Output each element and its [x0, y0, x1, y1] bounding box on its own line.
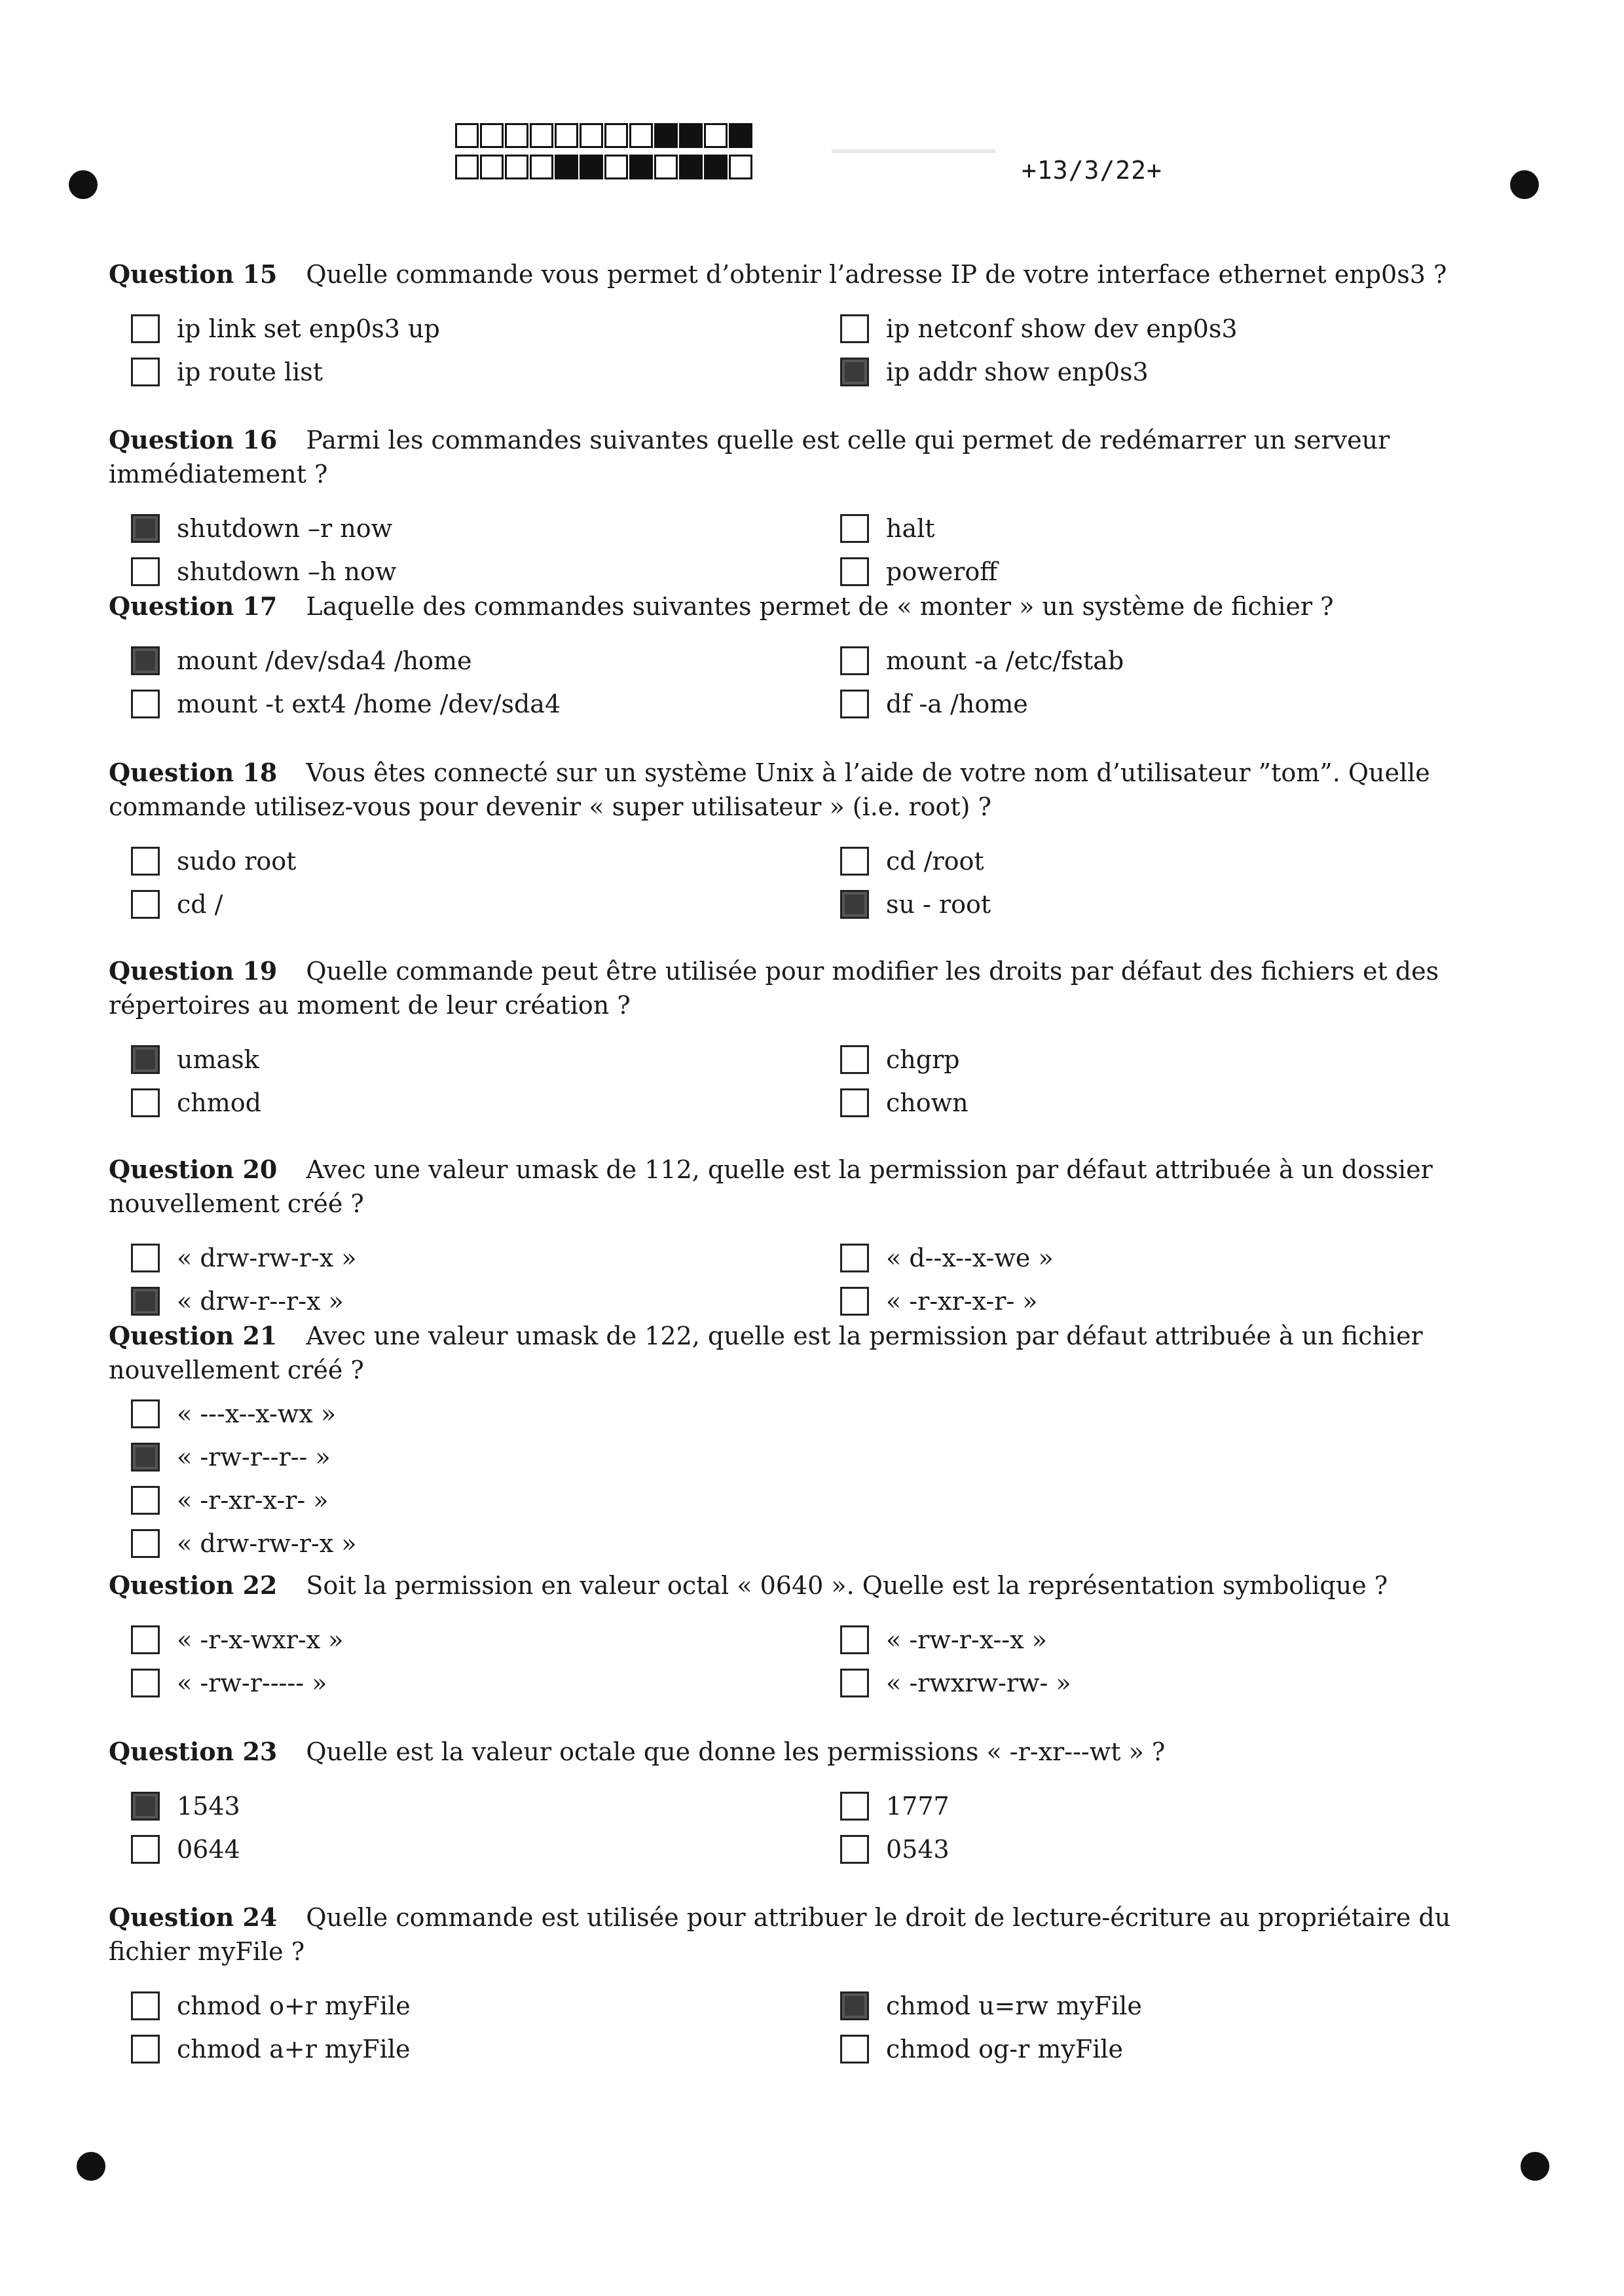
answer-label: « -r-x-wxr-x »	[177, 1625, 344, 1654]
registration-mark-bottom-left	[77, 2152, 105, 2181]
checkbox[interactable]	[131, 358, 160, 386]
checkbox[interactable]	[131, 1792, 160, 1821]
checkbox[interactable]	[840, 890, 869, 919]
answer-option[interactable]	[131, 1396, 336, 1432]
barcode-cell	[604, 123, 628, 148]
answer-label: mount -t ext4 /home /dev/sda4	[177, 690, 561, 718]
answer-label: chown	[886, 1088, 969, 1117]
checkbox[interactable]	[840, 1287, 869, 1316]
answer-option[interactable]	[840, 1240, 1054, 1276]
question-19	[109, 954, 1517, 1127]
answer-option[interactable]	[840, 1665, 1071, 1701]
barcode-cell	[654, 155, 678, 179]
answer-label: chmod a+r myFile	[177, 2035, 411, 2064]
question-text: Avec une valeur umask de 122, quelle est la permission par défaut attribuée à un fichier nouvellement créé ?	[109, 1322, 1423, 1384]
checkbox[interactable]	[840, 1991, 869, 2020]
checkbox[interactable]	[131, 2035, 160, 2064]
answer-label: 1777	[886, 1792, 950, 1821]
question-22	[109, 1568, 1517, 1707]
answer-option[interactable]	[840, 311, 1238, 346]
answer-label: « drw-r--r-x »	[177, 1287, 344, 1316]
answer-label: cd /root	[886, 847, 984, 876]
answer-option[interactable]	[131, 1788, 240, 1824]
page-id: +13/3/22+	[1022, 156, 1162, 185]
answer-option[interactable]	[131, 887, 223, 922]
answer-option[interactable]	[131, 1042, 259, 1077]
question-label: Question 22	[109, 1570, 278, 1600]
checkbox[interactable]	[131, 514, 160, 543]
registration-mark-top-left	[69, 170, 98, 199]
question-text: Quelle commande vous permet d’obtenir l’adresse IP de votre interface ethernet enp0s3 ?	[306, 260, 1447, 289]
question-21	[109, 1319, 1517, 1569]
barcode-cell	[704, 123, 728, 148]
answer-label: 1543	[177, 1792, 240, 1821]
answer-label: sudo root	[177, 847, 297, 876]
question-label: Question 15	[109, 259, 278, 289]
answer-label: chmod u=rw myFile	[886, 1991, 1142, 2020]
answer-option[interactable]	[840, 1988, 1142, 2024]
answer-label: mount -a /etc/fstab	[886, 646, 1124, 675]
checkbox[interactable]	[131, 1625, 160, 1654]
answer-option[interactable]	[840, 511, 935, 546]
answer-option[interactable]	[131, 1622, 344, 1657]
answer-option[interactable]	[131, 1988, 411, 2024]
question-24	[109, 1900, 1517, 2073]
answer-option[interactable]	[840, 354, 1149, 390]
answer-label: ip route list	[177, 358, 323, 386]
checkbox[interactable]	[131, 1088, 160, 1117]
checkbox[interactable]	[131, 1045, 160, 1074]
barcode-row	[455, 155, 754, 182]
checkbox[interactable]	[840, 646, 869, 675]
answer-option[interactable]	[131, 643, 472, 678]
question-label: Question 21	[109, 1321, 278, 1350]
barcode-cell	[530, 123, 553, 148]
answer-label: « -rw-r-x--x »	[886, 1625, 1047, 1654]
answer-option[interactable]	[840, 887, 991, 922]
checkbox[interactable]	[131, 690, 160, 718]
faint-line	[832, 149, 995, 153]
question-text: Vous êtes connecté sur un système Unix à l’aide de votre nom d’utilisateur ”tom”. Quelle commande utilisez-vous pour devenir « super utilisateur » (i.e. root) ?	[109, 758, 1430, 821]
barcode-cell	[480, 155, 504, 179]
checkbox[interactable]	[131, 1486, 160, 1515]
question-label: Question 19	[109, 956, 278, 986]
registration-mark-bottom-right	[1521, 2152, 1549, 2181]
checkbox[interactable]	[840, 847, 869, 876]
checkbox[interactable]	[131, 890, 160, 919]
answer-label: « -r-xr-x-r- »	[177, 1486, 329, 1515]
barcode-cell	[629, 123, 653, 148]
barcode-cell	[480, 123, 504, 148]
answer-label: « drw-rw-r-x »	[177, 1529, 357, 1558]
answer-label: chmod o+r myFile	[177, 1991, 411, 2020]
barcode-cell	[604, 155, 628, 179]
answer-option[interactable]	[840, 1622, 1047, 1657]
barcode-cell	[580, 123, 603, 148]
checkbox[interactable]	[840, 514, 869, 543]
checkbox[interactable]	[131, 1991, 160, 2020]
question-label: Question 16	[109, 425, 278, 454]
answer-option[interactable]	[840, 643, 1124, 678]
answer-label: « d--x--x-we »	[886, 1244, 1054, 1272]
answer-option[interactable]	[131, 1240, 356, 1276]
question-text: Laquelle des commandes suivantes permet de « monter » un système de fichier ?	[306, 592, 1334, 621]
checkbox[interactable]	[131, 314, 160, 343]
checkbox[interactable]	[840, 1045, 869, 1074]
answer-label: halt	[886, 514, 935, 543]
question-text: Parmi les commandes suivantes quelle est celle qui permet de redémarrer un serveur immédiatement ?	[109, 426, 1390, 489]
answer-label: umask	[177, 1045, 259, 1074]
barcode-cell	[455, 155, 479, 179]
answer-option[interactable]	[131, 1832, 240, 1867]
answer-label: cd /	[177, 890, 223, 919]
question-15	[109, 257, 1517, 396]
checkbox[interactable]	[840, 557, 869, 586]
question-20	[109, 1153, 1517, 1325]
barcode-cell	[704, 155, 728, 179]
answer-label: « -rwxrw-rw- »	[886, 1669, 1071, 1697]
question-text: Quelle commande est utilisée pour attribuer le droit de lecture-écriture au propriétaire du fichier myFile ?	[109, 1903, 1451, 1966]
checkbox[interactable]	[840, 1792, 869, 1821]
answer-option[interactable]	[840, 1788, 950, 1824]
answer-label: « drw-rw-r-x »	[177, 1244, 357, 1272]
answer-option[interactable]	[840, 2031, 1123, 2067]
barcode-cell	[629, 155, 653, 179]
checkbox[interactable]	[840, 358, 869, 386]
barcode-cell	[530, 155, 553, 179]
page-barcode	[455, 123, 754, 186]
checkbox[interactable]	[131, 1443, 160, 1472]
barcode-cell	[679, 123, 703, 148]
barcode-cell	[729, 123, 752, 148]
registration-mark-top-right	[1510, 170, 1539, 199]
barcode-cell	[555, 123, 578, 148]
answer-option[interactable]	[131, 1483, 329, 1518]
question-label: Question 24	[109, 1902, 278, 1932]
question-23	[109, 1735, 1517, 1874]
checkbox[interactable]	[840, 1835, 869, 1864]
answer-option[interactable]	[131, 1439, 331, 1475]
answer-option[interactable]	[131, 554, 396, 589]
question-text: Quelle commande peut être utilisée pour modifier les droits par défaut des fichiers et des répertoires au moment de leur création ?	[109, 957, 1439, 1020]
barcode-cell	[455, 123, 479, 148]
barcode-cell	[505, 155, 528, 179]
checkbox[interactable]	[840, 1625, 869, 1654]
answer-option[interactable]	[131, 1526, 356, 1561]
question-text: Avec une valeur umask de 112, quelle est la permission par défaut attribuée à un dossier nouvellement créé ?	[109, 1155, 1433, 1218]
barcode-cell	[580, 155, 603, 179]
answer-option[interactable]	[840, 686, 1028, 722]
answer-option[interactable]	[131, 354, 323, 390]
checkbox[interactable]	[131, 847, 160, 876]
answer-label: ip link set enp0s3 up	[177, 314, 440, 343]
answer-label: 0644	[177, 1835, 240, 1864]
answer-label: ip netconf show dev enp0s3	[886, 314, 1238, 343]
barcode-cell	[555, 155, 578, 179]
answer-label: 0543	[886, 1835, 950, 1864]
answer-option[interactable]	[131, 511, 392, 546]
answer-option[interactable]	[840, 1284, 1038, 1319]
answer-label: chmod	[177, 1088, 261, 1117]
answer-label: « -rw-r----- »	[177, 1669, 327, 1697]
checkbox[interactable]	[840, 690, 869, 718]
answer-option[interactable]	[131, 311, 440, 346]
answer-option[interactable]	[840, 1042, 960, 1077]
question-label: Question 20	[109, 1155, 278, 1184]
question-18	[109, 756, 1517, 929]
barcode-cell	[505, 123, 528, 148]
answer-option[interactable]	[840, 1832, 950, 1867]
checkbox[interactable]	[131, 1287, 160, 1316]
question-text: Soit la permission en valeur octal « 0640 ». Quelle est la représentation symbolique ?	[306, 1571, 1388, 1600]
checkbox[interactable]	[840, 1088, 869, 1117]
answer-label: su - root	[886, 890, 991, 919]
question-17	[109, 589, 1517, 728]
checkbox[interactable]	[840, 1669, 869, 1697]
checkbox[interactable]	[131, 1835, 160, 1864]
question-label: Question 18	[109, 758, 278, 787]
answer-label: chmod og-r myFile	[886, 2035, 1124, 2064]
answer-label: « -r-xr-x-r- »	[886, 1287, 1038, 1316]
answer-option[interactable]	[840, 1085, 969, 1120]
answer-option[interactable]	[131, 1665, 327, 1701]
answer-option[interactable]	[131, 1284, 344, 1319]
answer-label: df -a /home	[886, 690, 1028, 718]
answer-option[interactable]	[131, 843, 296, 879]
checkbox[interactable]	[840, 314, 869, 343]
answer-option[interactable]	[840, 843, 984, 879]
answer-option[interactable]	[131, 2031, 410, 2067]
barcode-cell	[654, 123, 678, 148]
answer-label: shutdown –r now	[177, 514, 393, 543]
checkbox[interactable]	[131, 1244, 160, 1272]
barcode-cell	[729, 155, 752, 179]
checkbox[interactable]	[131, 1399, 160, 1428]
checkbox[interactable]	[131, 1669, 160, 1697]
answer-label: « ---x--x-wx »	[177, 1399, 337, 1428]
answer-label: chgrp	[886, 1045, 960, 1074]
barcode-row	[455, 123, 754, 151]
checkbox[interactable]	[131, 646, 160, 675]
question-16	[109, 423, 1517, 596]
question-text: Quelle est la valeur octale que donne les permissions « -r-xr---wt » ?	[306, 1737, 1166, 1766]
checkbox[interactable]	[840, 1244, 869, 1272]
answer-option[interactable]	[131, 1085, 261, 1120]
answer-option[interactable]	[131, 686, 561, 722]
answer-label: « -rw-r--r-- »	[177, 1443, 331, 1472]
answer-label: shutdown –h now	[177, 557, 397, 586]
answer-option[interactable]	[840, 554, 997, 589]
answer-label: ip addr show enp0s3	[886, 358, 1149, 386]
answer-label: mount /dev/sda4 /home	[177, 646, 472, 675]
question-label: Question 17	[109, 591, 278, 621]
barcode-cell	[679, 155, 703, 179]
answer-label: poweroff	[886, 557, 998, 586]
checkbox[interactable]	[131, 1529, 160, 1558]
question-label: Question 23	[109, 1737, 278, 1766]
checkbox[interactable]	[131, 557, 160, 586]
checkbox[interactable]	[840, 2035, 869, 2064]
